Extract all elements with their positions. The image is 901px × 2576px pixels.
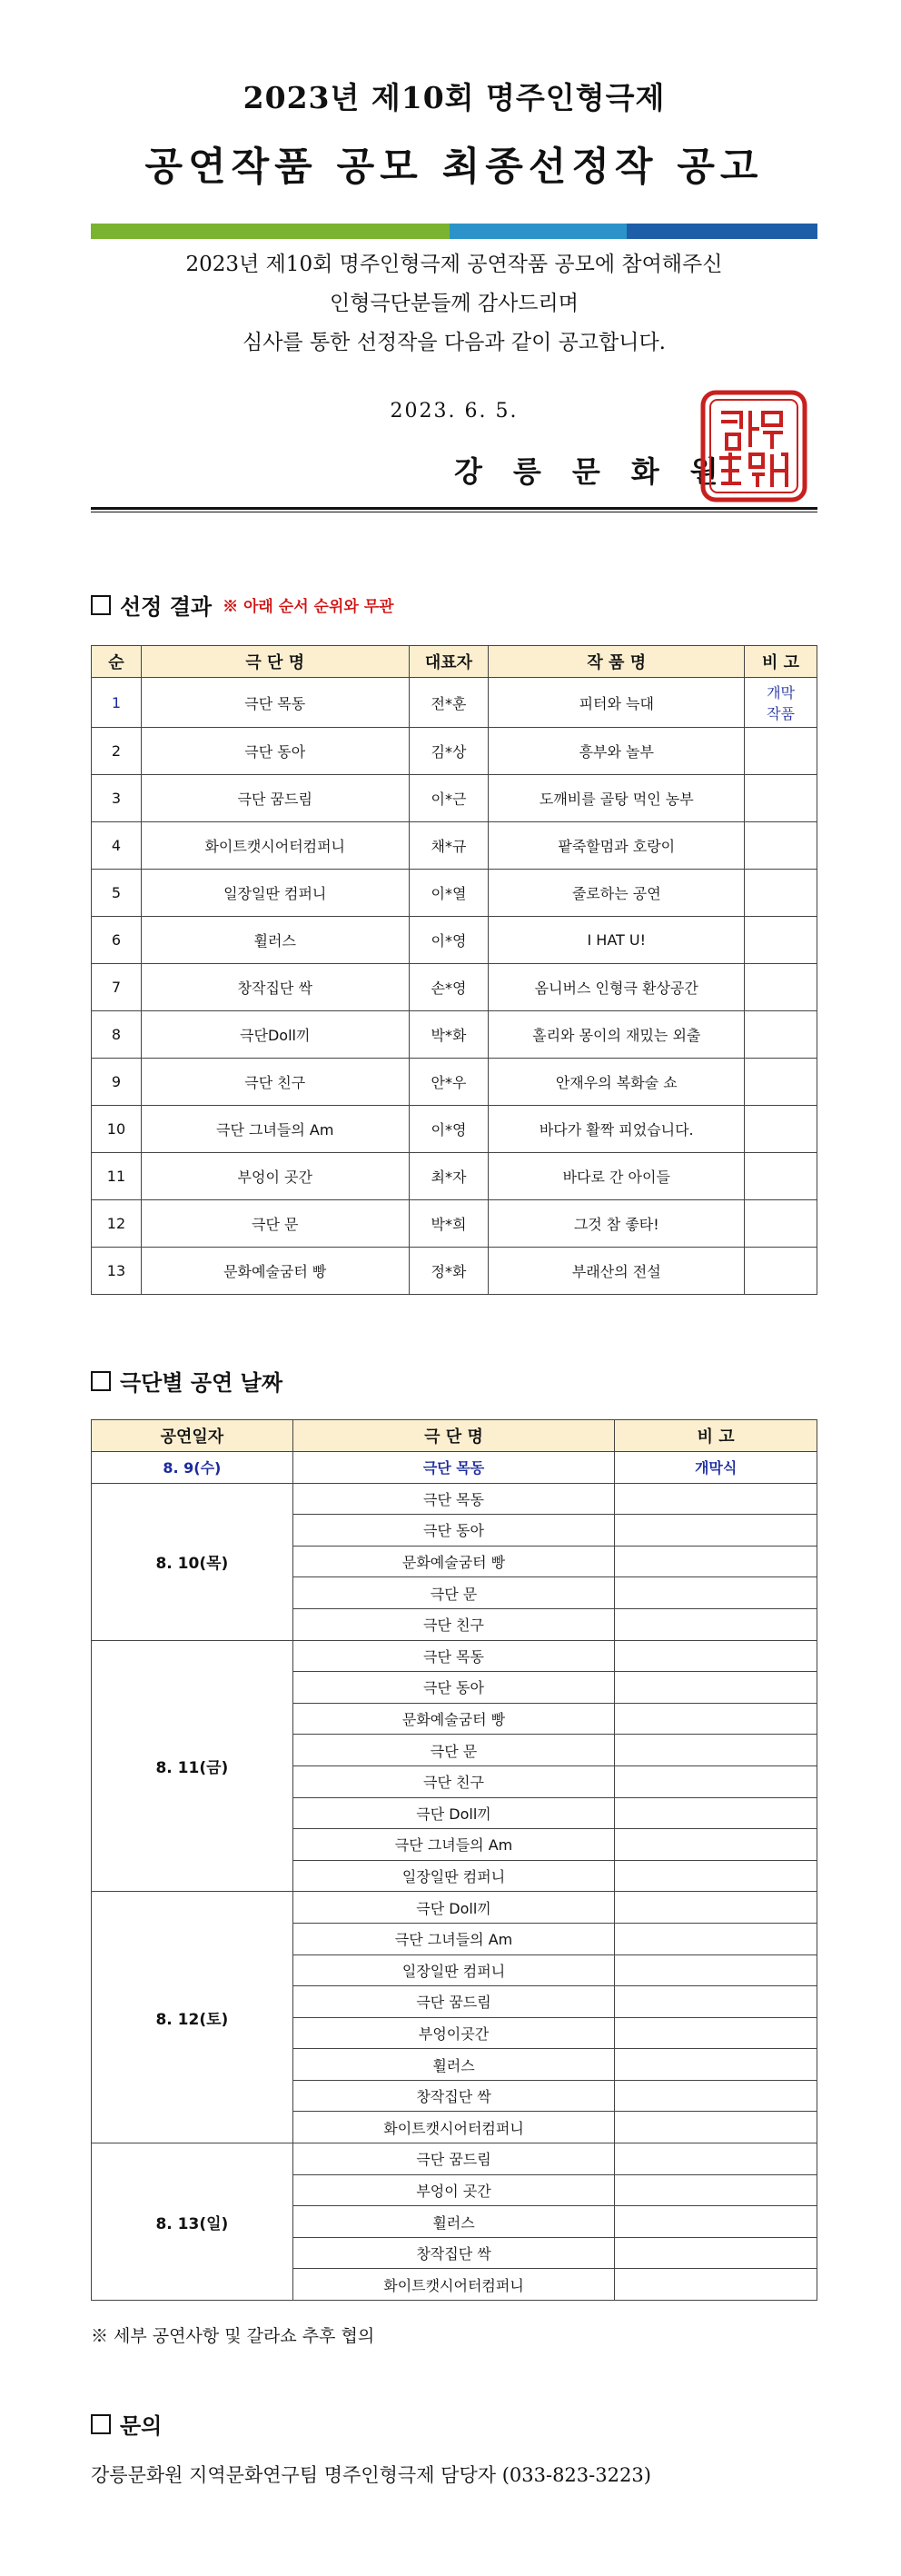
schedule-troupe: 일장일딴 컴퍼니 [292,1860,615,1892]
section-schedule-title: 극단별 공연 날짜 [120,1369,282,1396]
notice-date: 2023. 6. 5. [390,400,519,423]
schedule-table-header [92,1420,817,1452]
cell-note [745,1106,817,1153]
order-note: ※ 아래 순서 순위와 무관 [223,598,394,616]
schedule-note [615,2112,817,2143]
header-rule [91,507,817,510]
schedule-footnote: ※ 세부 공연사항 및 갈라쇼 추후 협의 [91,2326,375,2346]
cell-troupe: 극단Doll끼 [141,1011,409,1059]
schedule-note [615,2269,817,2301]
schedule-note [615,2174,817,2206]
cell-work: 피터와 늑대 [489,678,745,728]
schedule-troupe: 극단 동아 [292,1672,615,1704]
schedule-note [615,2143,817,2175]
intro-line-2: 인형극단분들께 감사드리며 [330,292,579,315]
cell-work: I HAT U! [489,917,745,964]
cell-work: 바다로 간 아이들 [489,1153,745,1200]
schedule-troupe: 부엉이 곳간 [292,2174,615,2206]
cell-work: 그것 참 좋타! [489,1200,745,1248]
schedule-day: 8. 10(목) [92,1483,293,1640]
cell-work: 흥부와 놀부 [489,728,745,775]
schedule-troupe: 화이트캣시어터컴퍼니 [292,2112,615,2143]
cell-rep: 이*영 [409,1106,489,1153]
cell-note [745,1011,817,1059]
table-row [92,870,817,917]
cell-rep: 박*화 [409,1011,489,1059]
col-header-date: 공연일자 [92,1420,293,1452]
schedule-note [615,2206,817,2238]
organization-name: 강릉문화원 [454,454,749,489]
table-row [92,678,817,728]
cell-rep: 최*자 [409,1153,489,1200]
col-header-note: 비 고 [615,1420,817,1452]
cell-no: 6 [92,917,142,964]
schedule-note [615,2017,817,2049]
color-bar-navy [627,224,817,239]
schedule-troupe: 극단 동아 [292,1515,615,1547]
cell-rep: 손*영 [409,964,489,1011]
schedule-troupe: 문화예술굼터 빵 [292,1546,615,1577]
table-row [92,775,817,822]
schedule-table [91,1419,817,2301]
schedule-day: 8. 13(일) [92,2143,293,2301]
cell-note [745,1248,817,1295]
cell-troupe: 극단 목동 [141,678,409,728]
cell-troupe: 극단 그녀들의 Am [141,1106,409,1153]
cell-no: 10 [92,1106,142,1153]
schedule-note [615,1577,817,1609]
cell-note [745,1153,817,1200]
schedule-note [615,1954,817,1986]
schedule-troupe: 극단 그녀들의 Am [292,1923,615,1954]
cell-no: 11 [92,1153,142,1200]
schedule-day: 8. 12(토) [92,1892,293,2143]
schedule-troupe: 극단 꿈드림 [292,1986,615,2018]
schedule-troupe: 창작집단 싹 [292,2080,615,2112]
schedule-troupe: 극단 문 [292,1735,615,1766]
cell-rep: 이*영 [409,917,489,964]
cell-no: 2 [92,728,142,775]
schedule-troupe: 극단 목동 [292,1640,615,1672]
cell-troupe: 극단 꿈드림 [141,775,409,822]
table-row [92,1200,817,1248]
intro-line-3: 심사를 통한 선정작을 다음과 같이 공고합니다. [242,331,666,354]
title-line-1: 2023년 제10회 명주인형극제 [243,80,666,115]
cell-no: 4 [92,822,142,870]
cell-no: 8 [92,1011,142,1059]
schedule-troupe: 창작집단 싹 [292,2237,615,2269]
schedule-troupe: 극단 목동 [292,1483,615,1515]
cell-rep: 박*희 [409,1200,489,1248]
cell-note [745,822,817,870]
cell-troupe: 휠러스 [141,917,409,964]
table-row [92,917,817,964]
schedule-note [615,1672,817,1704]
schedule-troupe: 휠러스 [292,2049,615,2081]
schedule-note [615,1986,817,2018]
schedule-day: 8. 11(금) [92,1640,293,1892]
table-row [92,822,817,870]
table-row [92,1248,817,1295]
cell-rep: 이*열 [409,870,489,917]
intro-line-1: 2023년 제10회 명주인형극제 공연작품 공모에 참여해주신 [185,253,723,276]
selection-table-header [92,646,817,678]
cell-no: 1 [92,678,142,728]
cell-note [745,775,817,822]
section-selection-title: 선정 결과 [120,593,213,620]
cell-work: 줄로하는 공연 [489,870,745,917]
schedule-troupe: 휠러스 [292,2206,615,2238]
table-row [92,964,817,1011]
cell-troupe: 극단 문 [141,1200,409,1248]
table-row [92,728,817,775]
cell-note [745,1200,817,1248]
col-header-note: 비 고 [745,646,817,678]
schedule-note [615,1608,817,1640]
schedule-note [615,1515,817,1547]
section-schedule-heading [91,1365,282,1397]
color-bar-blue [450,224,627,239]
schedule-troupe: 극단 Doll끼 [292,1892,615,1924]
cell-rep: 안*우 [409,1059,489,1106]
cell-no: 3 [92,775,142,822]
cell-rep: 김*상 [409,728,489,775]
schedule-troupe: 극단 그녀들의 Am [292,1829,615,1861]
schedule-troupe: 극단 친구 [292,1765,615,1797]
col-header-troupe: 극 단 명 [292,1420,615,1452]
table-row [92,1892,817,1924]
cell-troupe: 화이트캣시어터컴퍼니 [141,822,409,870]
cell-no: 5 [92,870,142,917]
cell-work: 도깨비를 골탕 먹인 농부 [489,775,745,822]
cell-troupe: 문화예술굼터 빵 [141,1248,409,1295]
schedule-troupe: 극단 문 [292,1577,615,1609]
schedule-troupe: 극단 친구 [292,1608,615,1640]
cell-rep: 정*화 [409,1248,489,1295]
cell-note [745,964,817,1011]
cell-work: 안재우의 복화술 쇼 [489,1059,745,1106]
intro-text [91,245,817,363]
cell-rep: 전*훈 [409,678,489,728]
schedule-note [615,1923,817,1954]
cell-note: 개막 작품 [745,678,817,728]
schedule-note [615,2237,817,2269]
schedule-note [615,1546,817,1577]
cell-rep: 채*규 [409,822,489,870]
table-row [92,1059,817,1106]
col-header-no: 순 [92,646,142,678]
title-line-2: 공연작품 공모 최종선정작 공고 [144,144,764,190]
cell-troupe: 일장일딴 컴퍼니 [141,870,409,917]
schedule-note [615,1860,817,1892]
schedule-troupe: 부엉이곳간 [292,2017,615,2049]
section-contact-title: 문의 [120,2412,163,2439]
table-row [92,1483,817,1515]
schedule-note [615,2049,817,2081]
table-row [92,1153,817,1200]
schedule-note [615,2080,817,2112]
cell-rep: 이*근 [409,775,489,822]
cell-note [745,917,817,964]
schedule-note [615,1703,817,1735]
cell-troupe: 창작집단 싹 [141,964,409,1011]
cell-work: 옴니버스 인형극 환상공간 [489,964,745,1011]
schedule-troupe: 화이트캣시어터컴퍼니 [292,2269,615,2301]
table-row [92,1640,817,1672]
cell-no: 7 [92,964,142,1011]
checkbox-icon [91,1371,111,1391]
schedule-troupe: 일장일딴 컴퍼니 [292,1954,615,1986]
col-header-troupe: 극 단 명 [141,646,409,678]
schedule-note [615,1640,817,1672]
opening-row [92,1452,817,1484]
col-header-rep: 대표자 [409,646,489,678]
cell-work: 부래산의 전설 [489,1248,745,1295]
cell-note [745,1059,817,1106]
selection-table [91,645,817,1295]
table-row [92,2143,817,2175]
schedule-note [615,1735,817,1766]
cell-no: 12 [92,1200,142,1248]
cell-no: 9 [92,1059,142,1106]
cell-note [745,728,817,775]
cell-troupe: 극단 동아 [141,728,409,775]
opening-day: 8. 9(수) [92,1452,293,1484]
official-seal-icon [699,389,808,503]
schedule-troupe: 극단 Doll끼 [292,1797,615,1829]
schedule-troupe: 극단 꿈드림 [292,2143,615,2175]
cell-note [745,870,817,917]
schedule-troupe: 문화예술굼터 빵 [292,1703,615,1735]
table-row [92,1106,817,1153]
schedule-note [615,1829,817,1861]
section-contact-heading [91,2408,162,2440]
opening-note: 개막식 [615,1452,817,1484]
cell-troupe: 극단 친구 [141,1059,409,1106]
cell-work: 바다가 활짝 피었습니다. [489,1106,745,1153]
col-header-work: 작 품 명 [489,646,745,678]
checkbox-icon [91,595,111,615]
cell-work: 팥죽할멈과 호랑이 [489,822,745,870]
contact-info: 강릉문화원 지역문화연구팀 명주인형극제 담당자 (033-823-3223) [91,2464,651,2486]
schedule-note [615,1483,817,1515]
color-bar [91,224,817,239]
section-selection-heading [91,589,394,621]
cell-troupe: 부엉이 곳간 [141,1153,409,1200]
schedule-note [615,1797,817,1829]
schedule-note [615,1892,817,1924]
cell-work: 홀리와 몽이의 재밌는 외출 [489,1011,745,1059]
cell-no: 13 [92,1248,142,1295]
opening-troupe: 극단 목동 [292,1452,615,1484]
schedule-note [615,1765,817,1797]
color-bar-green [91,224,450,239]
checkbox-icon [91,2414,111,2434]
table-row [92,1011,817,1059]
